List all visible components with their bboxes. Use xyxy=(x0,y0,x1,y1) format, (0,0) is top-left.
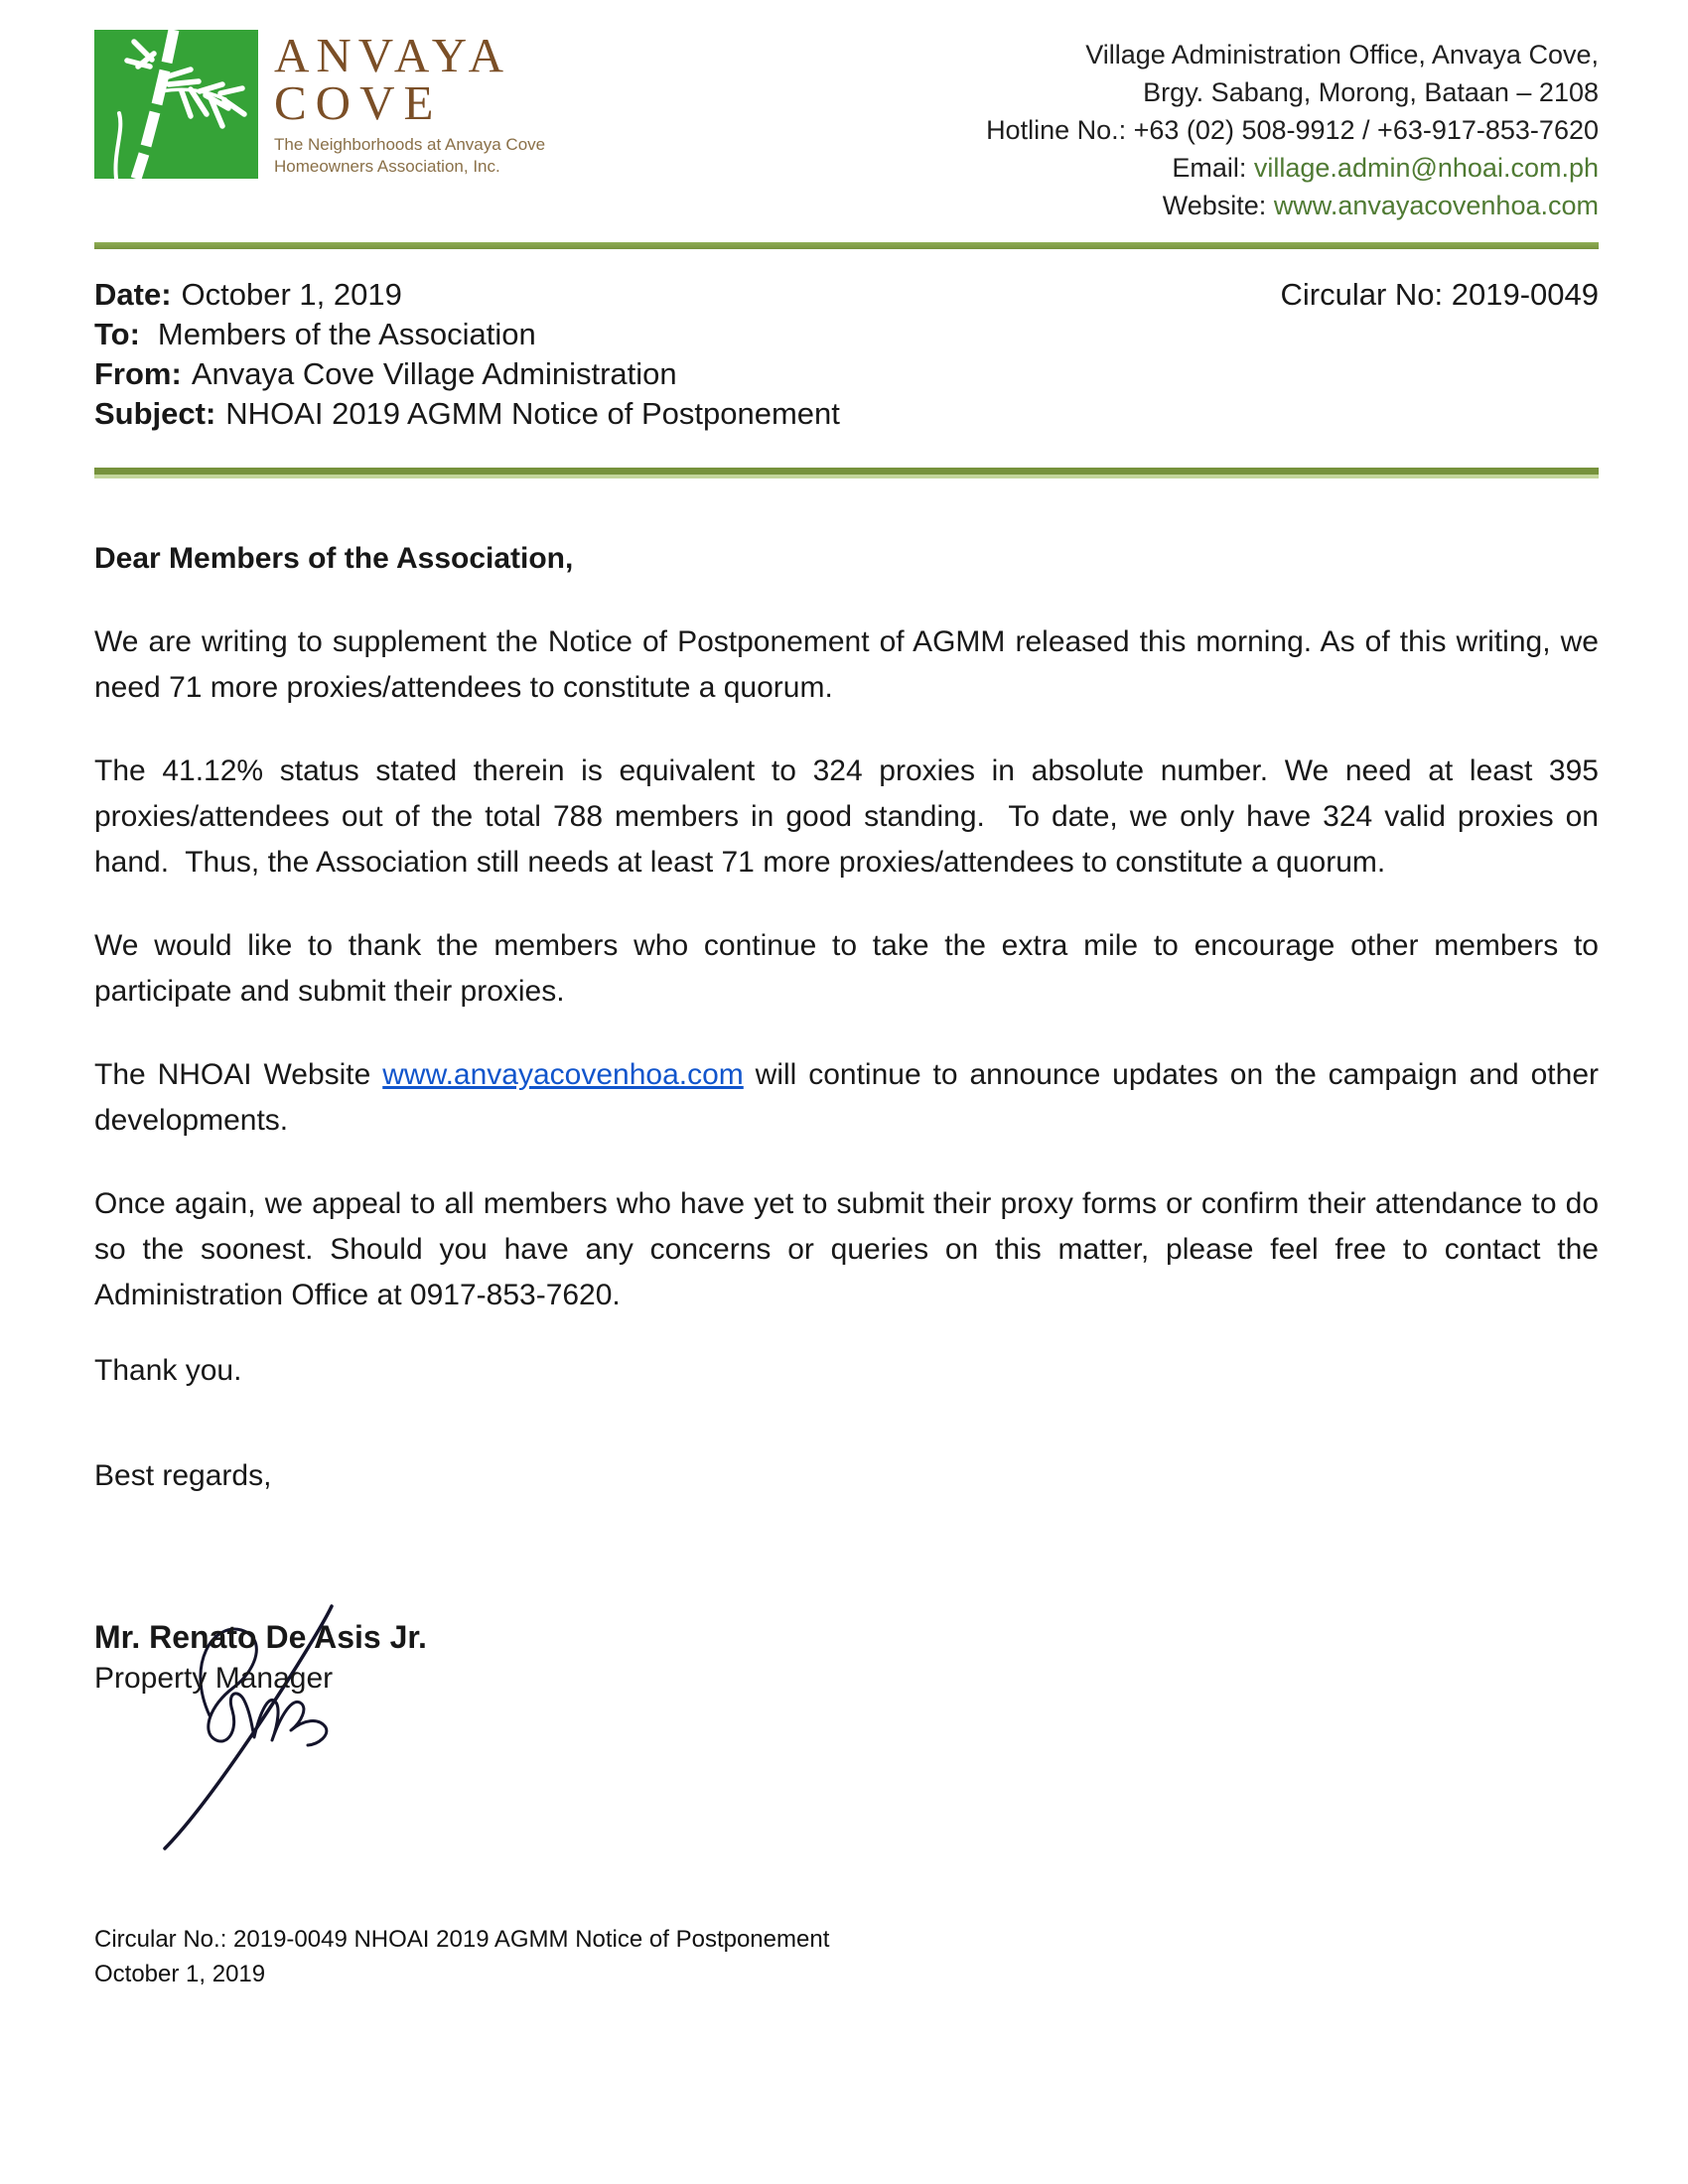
website-link[interactable]: www.anvayacovenhoa.com xyxy=(382,1058,744,1091)
from-value: Anvaya Cove Village Administration xyxy=(191,356,677,391)
office-website-row xyxy=(986,187,1599,224)
signatory-name: Mr. Renato De Asis Jr. xyxy=(94,1619,427,1655)
email-label: Email: xyxy=(1172,153,1254,183)
subject-label: Subject: xyxy=(94,396,216,431)
email-value: village.admin@nhoai.com.ph xyxy=(1253,153,1599,183)
paragraph-3: We would like to thank the members who continue to take the extra mile to encourage other members to participate and submit their proxies. xyxy=(94,929,1608,1008)
paragraph-4 xyxy=(94,1052,1608,1144)
paragraph-2: The 41.12% status stated therein is equivalent to 324 proxies in absolute number. We need at least 395 proxies/attendees out of the total 788 members in good standing. To date, we only have 324 valid proxies on hand. Thus, the Association still needs at least 71 more proxies/attendees to constitute a quorum. xyxy=(94,754,1608,879)
paragraph-4-before: The NHOAI Website xyxy=(94,1058,383,1091)
to-value: Members of the Association xyxy=(157,317,536,351)
website-value: www.anvayacovenhoa.com xyxy=(1273,191,1599,220)
footer-date-line: October 1, 2019 xyxy=(94,1961,266,1987)
logo-tagline-line2: Homeowners Association, Inc. xyxy=(274,157,500,176)
letterhead xyxy=(94,28,1599,220)
salutation: Dear Members of the Association, xyxy=(94,542,574,575)
office-address-line2: Brgy. Sabang, Morong, Bataan – 2108 xyxy=(1143,77,1599,107)
date-label: Date: xyxy=(94,277,172,312)
website-label: Website: xyxy=(1162,191,1274,220)
subject-divider xyxy=(94,468,1599,478)
letter-meta xyxy=(94,275,1599,434)
meta-date-row xyxy=(94,275,1599,315)
to-label: To: xyxy=(94,317,140,351)
paragraph-4-after: will continue to announce updates on the campaign and other developments. xyxy=(94,1058,1608,1137)
office-contact-block xyxy=(986,30,1599,224)
signature-block xyxy=(94,1616,1599,1700)
thank-you-line: Thank you. xyxy=(94,1354,242,1387)
office-email-row xyxy=(986,149,1599,187)
logo-wordmark xyxy=(274,30,545,178)
meta-from-row xyxy=(94,354,1599,394)
paragraph-5: Once again, we appeal to all members who have yet to submit their proxy forms or confirm their attendance to do so the soonest. Should you have any concerns or queries on this matter, please feel free to contact the Administration Office at 0917-853-7620. xyxy=(94,1187,1608,1311)
letter-body xyxy=(94,536,1608,1700)
circular-number: Circular No: 2019-0049 xyxy=(1280,277,1599,312)
closing-line: Best regards, xyxy=(94,1459,272,1492)
date-value: October 1, 2019 xyxy=(181,277,402,312)
logo-tagline-line1: The Neighborhoods at Anvaya Cove xyxy=(274,135,546,154)
header-divider xyxy=(94,242,1599,249)
office-hotline: Hotline No.: +63 (02) 508-9912 / +63-917-853-7620 xyxy=(986,115,1599,145)
from-label: From: xyxy=(94,356,182,391)
meta-subject-row xyxy=(94,394,1599,434)
logo-name-bottom: COVE xyxy=(274,75,443,130)
footer-circular-line: Circular No.: 2019-0049 NHOAI 2019 AGMM Notice of Postponement xyxy=(94,1926,830,1953)
office-address-line1: Village Administration Office, Anvaya Cove, xyxy=(1085,40,1599,69)
logo-name-top: ANVAYA xyxy=(274,28,511,82)
signatory-title: Property Manager xyxy=(94,1662,334,1695)
meta-to-row xyxy=(94,315,1599,354)
paragraph-1: We are writing to supplement the Notice of Postponement of AGMM released this morning. As of this writing, we need 71 more proxies/attendees to constitute a quorum. xyxy=(94,625,1608,704)
anvaya-cove-logo xyxy=(94,30,545,179)
bamboo-logo-icon xyxy=(94,30,258,179)
page-footer xyxy=(94,1922,829,1991)
subject-value: NHOAI 2019 AGMM Notice of Postponement xyxy=(225,396,840,431)
